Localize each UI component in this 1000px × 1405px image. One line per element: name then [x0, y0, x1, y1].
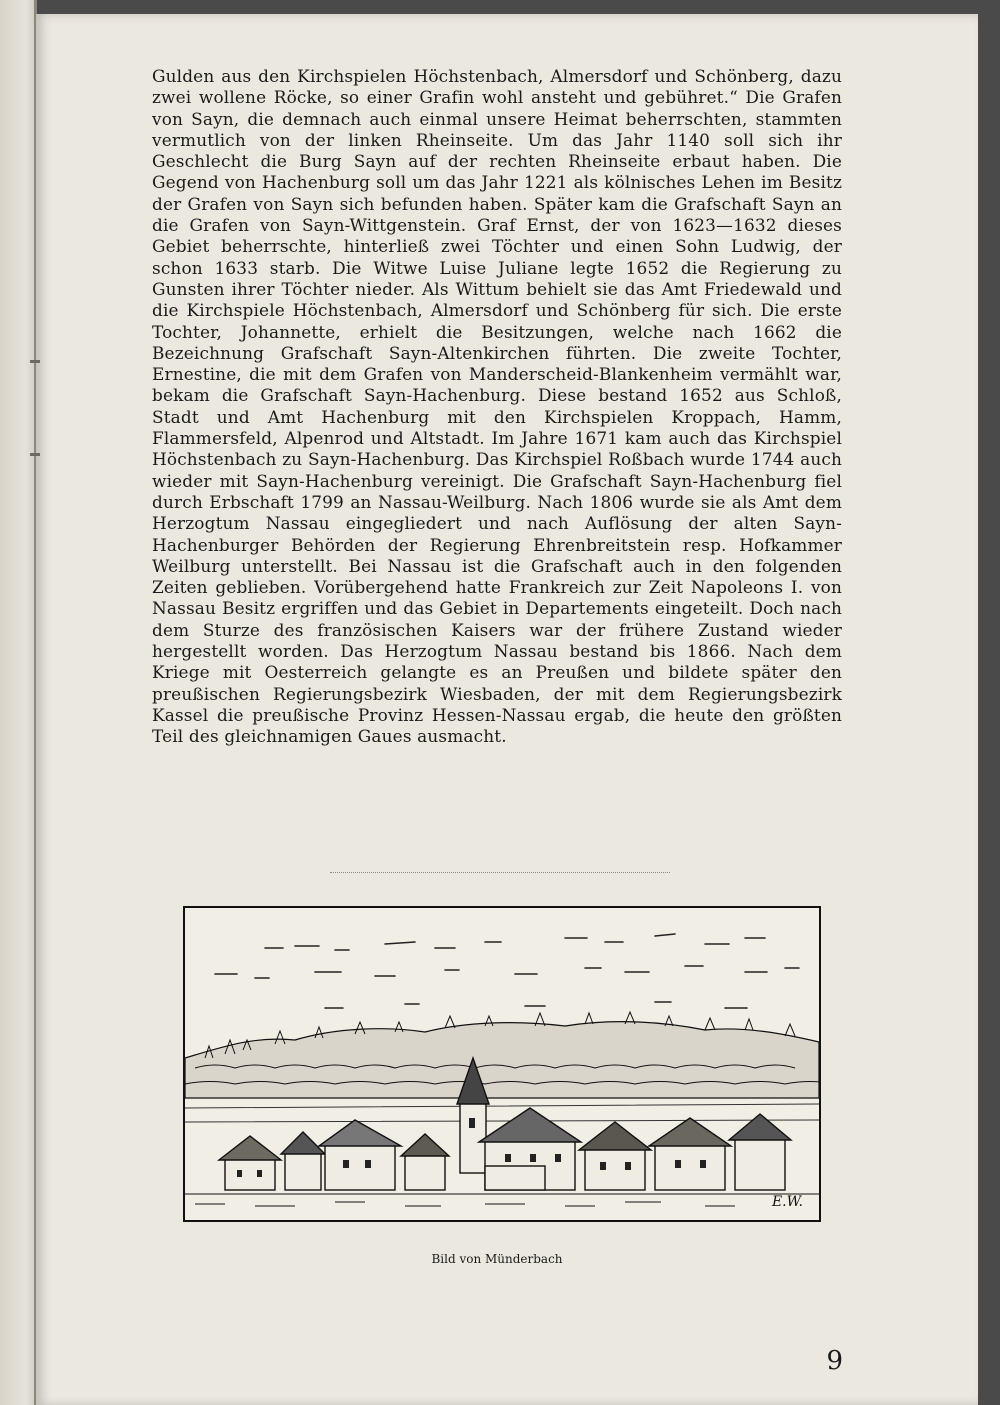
binding-stitch	[30, 453, 40, 456]
figure-caption: Bild von Münderbach	[431, 1252, 563, 1266]
binding-stitch	[30, 360, 40, 363]
body-paragraph: Gulden aus den Kirchspielen Höchstenbach, Almersdorf und Schönberg, dazu zwei wollene Röcke, so einer Grafin wohl ansteht und gebühret.“ Die Grafen von Sayn, die demnach auch einmal unsere Heimat beherrschten, stammten vermutlich von der linken Rheinseite. Um das Jahr 1140 soll sich ihr Geschlecht die Burg Sayn auf der rechten Rheinseite erbaut haben. Die Gegend von Hachenburg soll um das Jahr 1221 als kölnisches Lehen im Besitz der Grafen von Sayn sich befunden haben. Später kam die Grafschaft Sayn an die Grafen von Sayn-Wittgenstein. Graf Ernst, der von 1623—1632 dieses Gebiet beherrschte, hinterließ zwei Töchter und einen Sohn Ludwig, der schon 1633 starb. Die Witwe Luise Juliane legte 1652 die Regierung zu Gunsten ihrer Töchter nieder. Als Wittum behielt sie das Amt Friedewald und die Kirchspiele Höchstenbach, Almersdorf und Schönberg für sich. Die erste Tochter, Johannette, erhielt die Besitzungen, welche nach 1662 die Bezeichnung Grafschaft Sayn-Altenkirchen führten. Die zweite Tochter, Ernestine, die mit dem Grafen von Manderscheid-Blankenheim vermählt war, bekam die Grafschaft Sayn-Hachenburg. Diese bestand 1652 aus Schloß, Stadt und Amt Hachenburg mit den Kirchspielen Kroppach, Hamm, Flammersfeld, Alpenrod und Altstadt. Im Jahre 1671 kam auch das Kirchspiel Höchstenbach zu Sayn-Hachenburg. Das Kirchspiel Roßbach wurde 1744 auch wieder mit Sayn-Hachenburg vereinigt. Die Grafschaft Sayn-Hachenburg fiel durch Erbschaft 1799 an Nassau-Weilburg. Nach 1806 wurde sie als Amt dem Herzogtum Nassau eingegliedert und nach Auflösung der alten Sayn-Hachenburger Behörden der Regierung Ehrenbreitstein resp. Hofkammer Weilburg unterstellt. Bei Nassau ist die Grafschaft auch in den folgenden Zeiten geblieben. Vorübergehend hatte Frankreich zur Zeit Napoleons I. von Nassau Besitz ergriffen und das Gebiet in Departements eingeteilt. Doch nach dem Sturze des französischen Kaisers war der frühere Zustand wieder hergestellt worden. Das Herzogtum Nassau bestand bis 1866. Nach dem Kriege mit Oesterreich gelangte es an Preußen und bildete später den preußischen Regierungsbezirk Wiesbaden, der mit dem Regierungsbezirk Kassel die preußische Provinz Hessen-Nassau ergab, die heute den größten Teil des gleichnamigen Gaues ausmacht.	[152, 66, 842, 747]
artist-signature: E.W.	[771, 1194, 803, 1210]
body-text-block	[152, 66, 842, 748]
page-number: 9	[826, 1346, 843, 1376]
village-illustration	[183, 906, 821, 1222]
book-gutter	[0, 0, 36, 1405]
section-divider	[330, 872, 670, 873]
village-drawing	[185, 908, 819, 1220]
